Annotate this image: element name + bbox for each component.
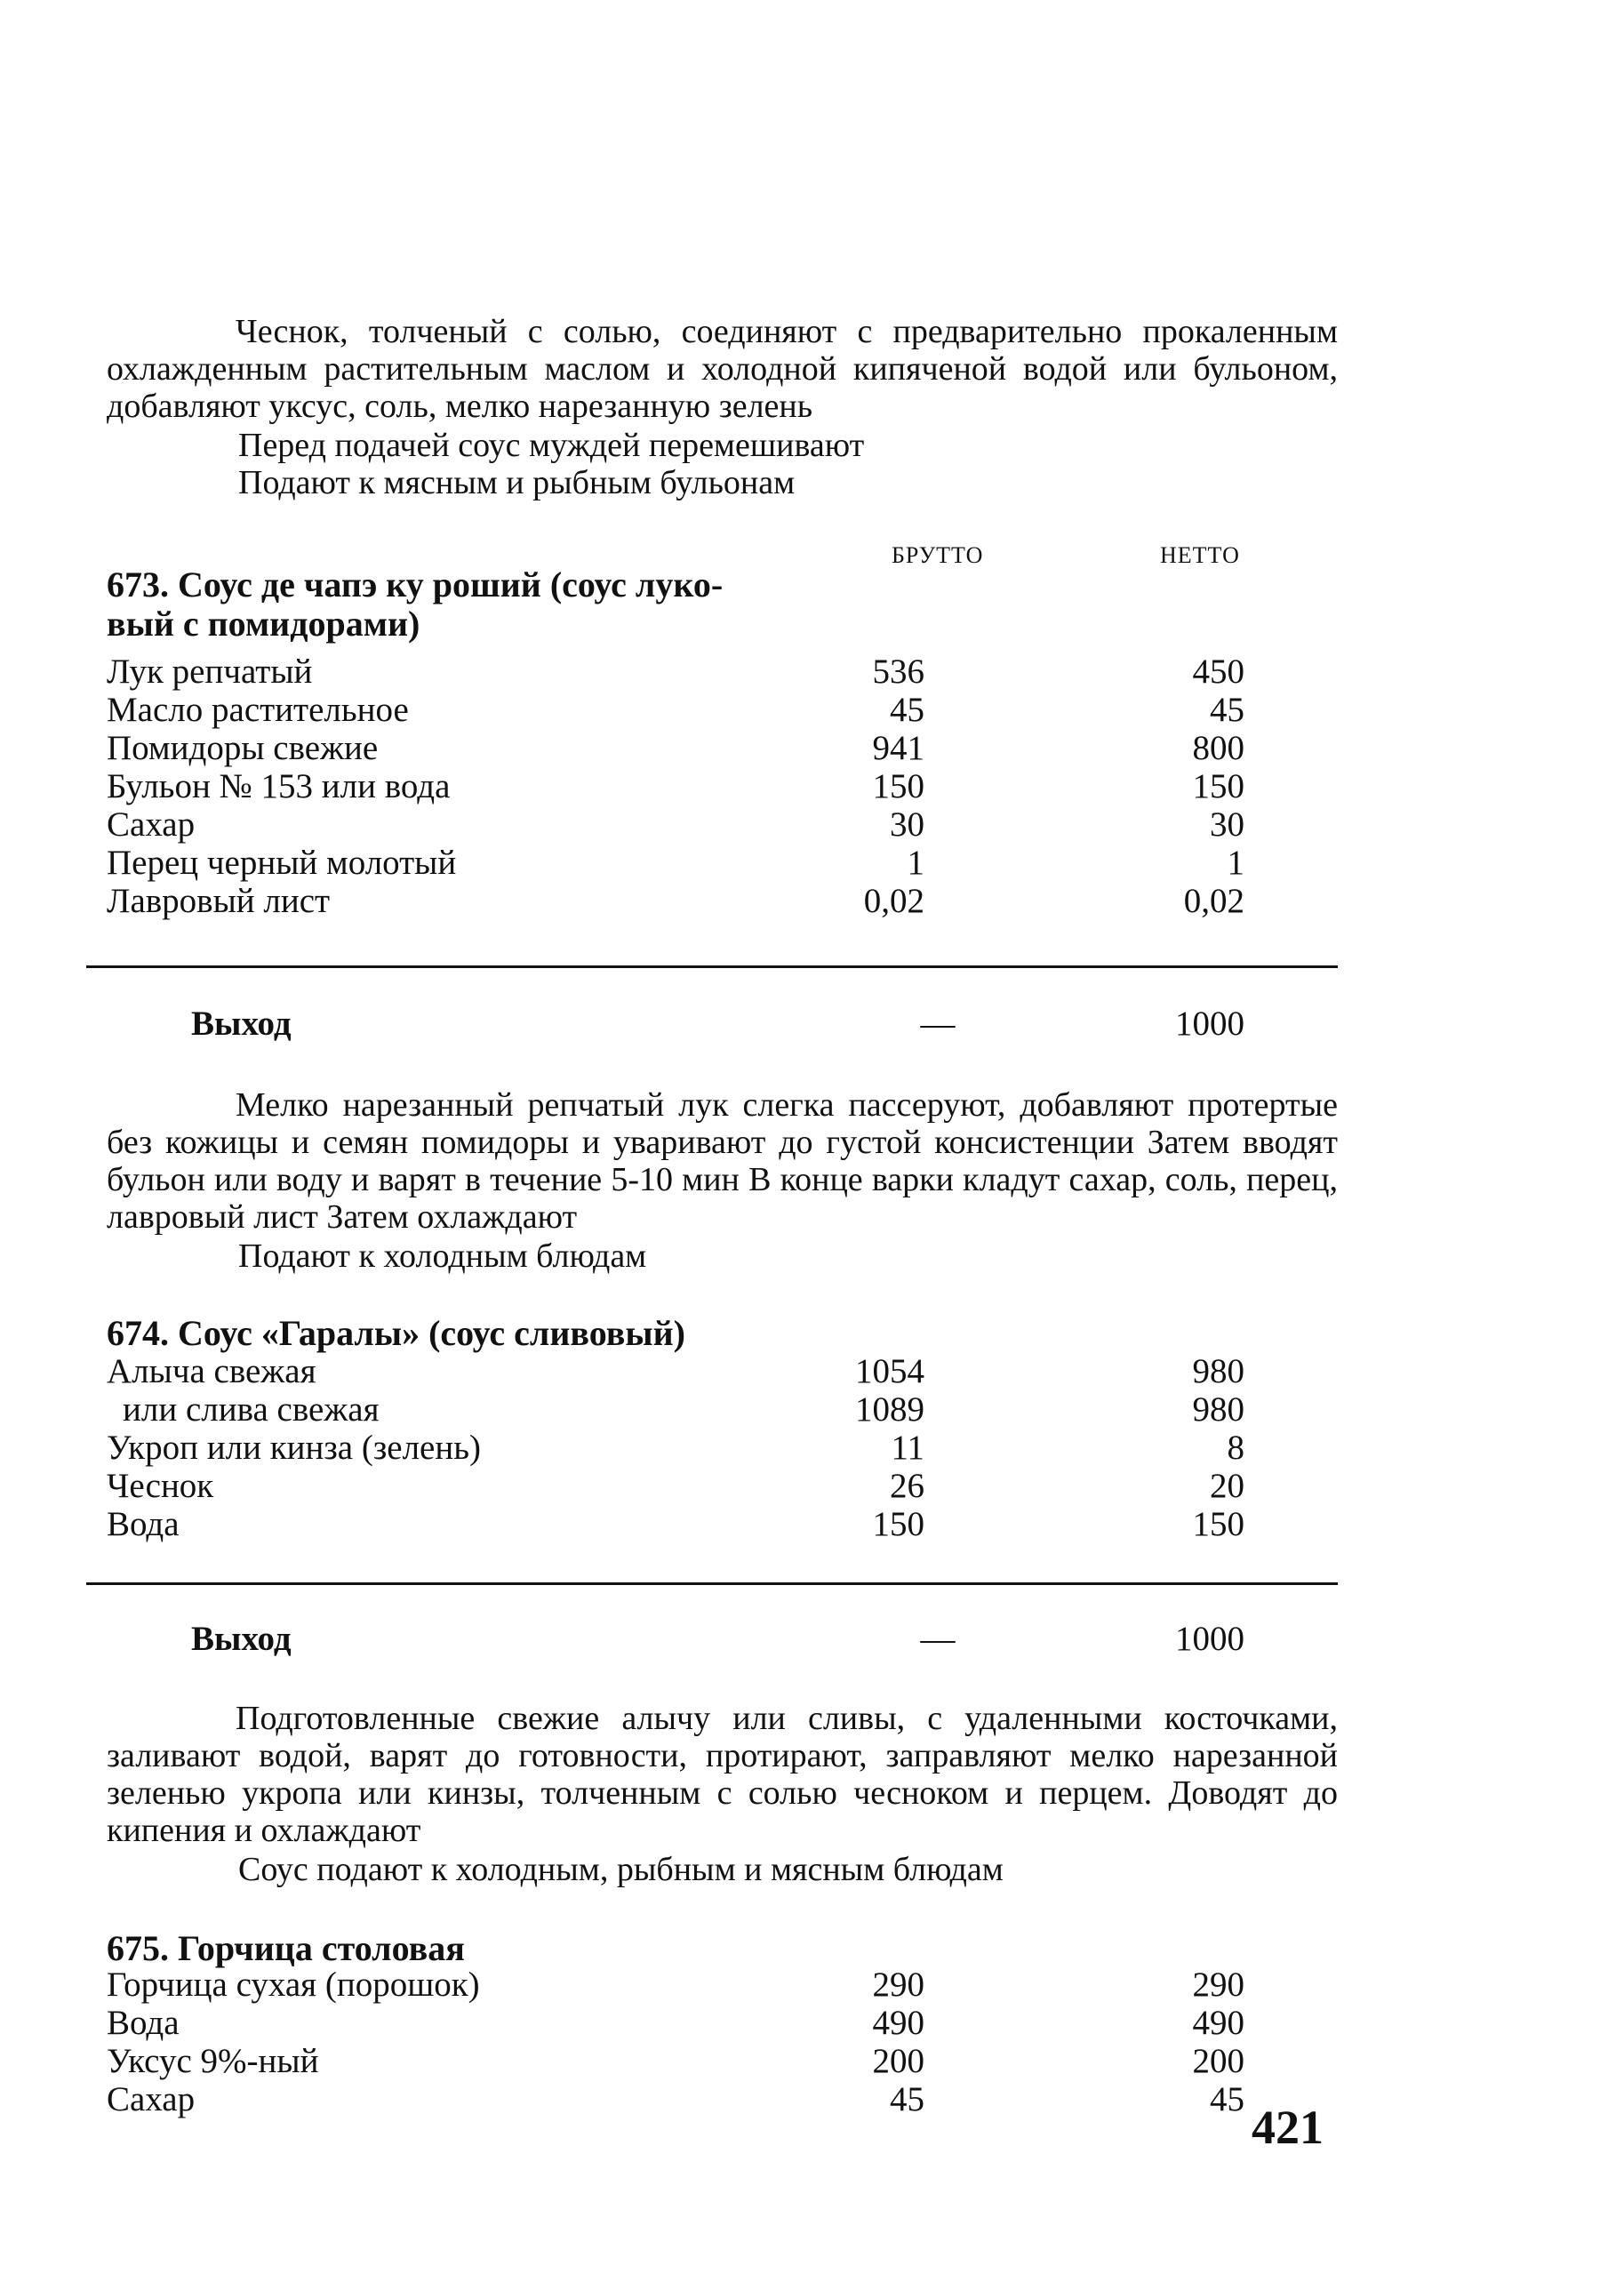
ingredient-netto: 150 <box>1192 767 1244 805</box>
intro-paragraph: Чеснок, толченый с солью, соединяют с предварительно прокаленным охлажденным растительным маслом и холодной кипяченой водой или бульоном, добавляют уксус, соль, мелко нарезанную зелень <box>107 313 1338 425</box>
recipe-673-serve: Подают к холодным блюдам <box>238 1237 647 1275</box>
recipe-673-method: Мелко нарезанный репчатый лук слегка пассеруют, добавляют протертые без кожицы и семян помидоры и уваривают до густой консистенции Затем вводят бульон или воду и варят в течение 5-10 мин В конце варки кладут сахар, соль, перец, лавровый лист Затем охлаждают <box>107 1086 1338 1236</box>
ingredient-brutto: 290 <box>872 1966 924 2004</box>
ingredient-row <box>107 692 1244 729</box>
ingredient-name: Чеснок <box>107 1467 214 1505</box>
ingredient-brutto: 45 <box>890 691 924 729</box>
ingredient-row <box>107 1429 1244 1467</box>
ingredient-name: Вода <box>107 2004 180 2042</box>
yield-brutto: — <box>920 1005 956 1043</box>
ingredient-name: Алыча свежая <box>107 1352 316 1390</box>
ingredient-brutto: 45 <box>890 2080 924 2118</box>
yield-netto: 1000 <box>1175 1005 1244 1043</box>
ingredient-netto: 30 <box>1210 805 1244 844</box>
ingredient-row <box>107 1966 1244 2004</box>
ingredient-netto: 450 <box>1192 653 1244 691</box>
ingredient-name: Горчица сухая (порошок) <box>107 1966 480 2004</box>
ingredient-netto: 980 <box>1192 1352 1244 1390</box>
ingredient-row <box>107 883 1244 920</box>
ingredient-brutto: 941 <box>872 729 924 767</box>
ingredient-brutto: 0,02 <box>863 882 924 920</box>
yield-brutto: — <box>920 1620 956 1658</box>
recipe-674-yield <box>191 1620 1244 1659</box>
ingredient-brutto: 200 <box>872 2042 924 2080</box>
ingredient-brutto: 1 <box>907 844 924 882</box>
ingredient-brutto: 150 <box>872 767 924 805</box>
ingredient-name: Укроп или кинза (зелень) <box>107 1429 481 1467</box>
ingredient-name: Вода <box>107 1505 180 1543</box>
yield-label: Выход <box>191 1620 292 1658</box>
ingredient-netto: 200 <box>1192 2042 1244 2080</box>
ingredient-row <box>107 768 1244 805</box>
ingredient-netto: 980 <box>1192 1390 1244 1429</box>
intro-line-mix: Перед подачей соус муждей перемешивают <box>238 427 865 464</box>
ingredient-name: или слива свежая <box>123 1390 380 1429</box>
ingredient-netto: 490 <box>1192 2004 1244 2042</box>
column-header-brutto: БРУТТО <box>892 542 984 568</box>
divider-673 <box>86 965 1338 968</box>
ingredient-name: Сахар <box>107 2080 196 2118</box>
ingredient-name: Масло растительное <box>107 691 409 729</box>
ingredient-brutto: 1089 <box>855 1390 924 1429</box>
ingredient-brutto: 536 <box>872 653 924 691</box>
recipe-675-title: 675. Горчица столовая <box>107 1928 465 1968</box>
page-number: 421 <box>1252 2101 1324 2154</box>
ingredient-netto: 20 <box>1210 1467 1244 1505</box>
ingredient-row <box>107 653 1244 691</box>
ingredient-netto: 150 <box>1192 1505 1244 1543</box>
ingredient-row <box>107 2005 1244 2042</box>
ingredient-netto: 0,02 <box>1183 882 1244 920</box>
ingredient-brutto: 30 <box>890 805 924 844</box>
column-header-netto: НЕТТО <box>1160 542 1240 568</box>
recipe-673-title-line2: вый с помидорами) <box>107 604 420 644</box>
ingredient-name: Помидоры свежие <box>107 729 379 767</box>
ingredient-row <box>107 2081 1244 2118</box>
ingredient-row <box>107 1353 1244 1390</box>
ingredient-netto: 290 <box>1192 1966 1244 2004</box>
ingredient-name: Перец черный молотый <box>107 844 457 882</box>
recipe-674-title: 674. Соус «Гаралы» (соус сливовый) <box>107 1313 685 1353</box>
intro-line-serve: Подают к мясным и рыбным бульонам <box>238 464 796 501</box>
ingredient-brutto: 11 <box>891 1429 924 1467</box>
ingredient-netto: 800 <box>1192 729 1244 767</box>
ingredient-netto: 8 <box>1227 1429 1244 1467</box>
ingredient-row <box>107 845 1244 882</box>
ingredient-row <box>107 806 1244 844</box>
recipe-673-yield <box>191 1005 1244 1044</box>
ingredient-brutto: 490 <box>872 2004 924 2042</box>
recipe-673-title <box>107 565 723 644</box>
ingredient-row <box>107 730 1244 767</box>
recipe-674-serve: Соус подают к холодным, рыбным и мясным блюдам <box>238 1851 1004 1888</box>
ingredient-name: Бульон № 153 или вода <box>107 767 451 805</box>
divider-674 <box>86 1582 1338 1585</box>
ingredient-brutto: 1054 <box>855 1352 924 1390</box>
ingredient-row <box>107 1468 1244 1505</box>
ingredient-brutto: 150 <box>872 1505 924 1543</box>
ingredient-name: Сахар <box>107 805 196 844</box>
ingredient-netto: 1 <box>1227 844 1244 882</box>
ingredient-netto: 45 <box>1210 2080 1244 2118</box>
yield-netto: 1000 <box>1175 1620 1244 1658</box>
ingredient-name: Уксус 9%-ный <box>107 2042 319 2080</box>
ingredient-name: Лук репчатый <box>107 653 313 691</box>
ingredient-name: Лавровый лист <box>107 882 331 920</box>
ingredient-row <box>107 1506 1244 1543</box>
ingredient-row <box>107 2043 1244 2080</box>
ingredient-row <box>107 1391 1244 1429</box>
recipe-673-title-line1: 673. Соус де чапэ ку роший (соус луко- <box>107 564 724 605</box>
yield-label: Выход <box>191 1005 292 1043</box>
ingredient-brutto: 26 <box>890 1467 924 1505</box>
recipe-674-method: Подготовленные свежие алычу или сливы, с удаленными косточками, заливают водой, варят до готовности, протирают, заправляют мелко нарезанной зеленью укропа или кинзы, толченным с солью чесноком и перцем. Доводят до кипения и охлаждают <box>107 1700 1338 1849</box>
ingredient-netto: 45 <box>1210 691 1244 729</box>
